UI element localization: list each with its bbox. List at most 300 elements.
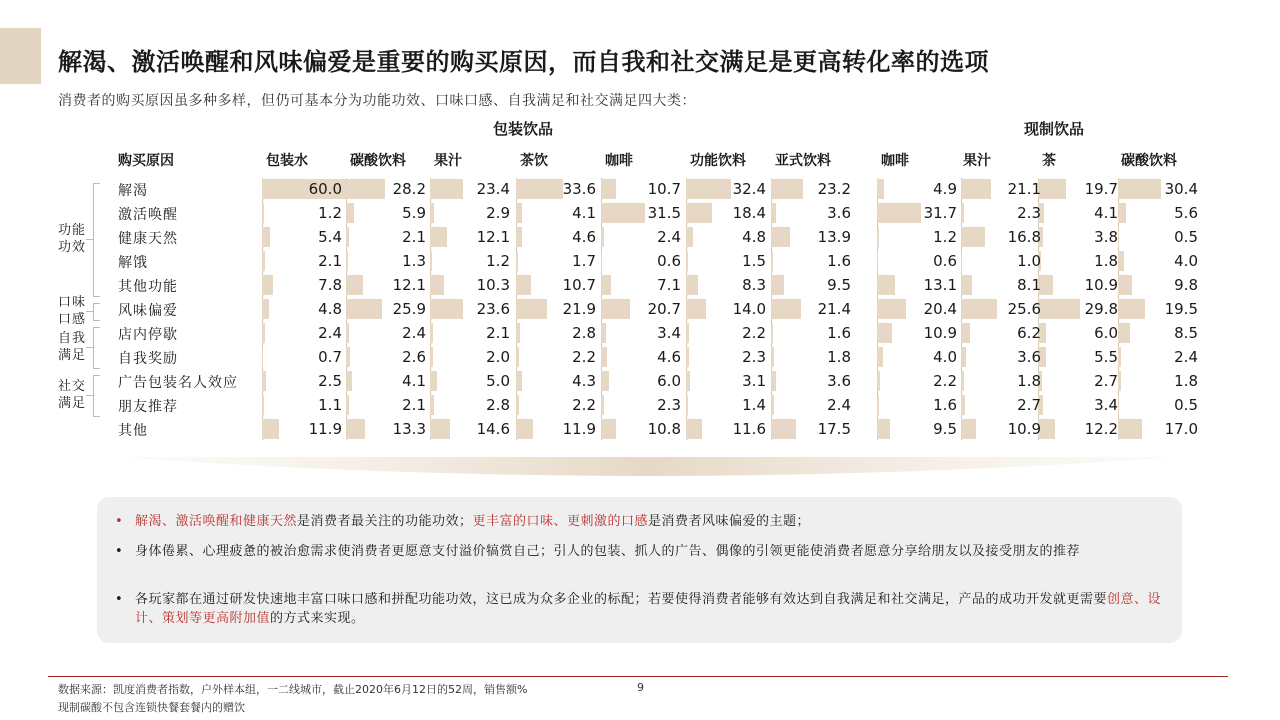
column-header: 包装水 [266, 153, 308, 169]
category-brace-tick [86, 239, 93, 240]
value-bar [686, 275, 698, 295]
cell-value: 14.6 [476, 420, 510, 438]
value-bar [961, 371, 964, 391]
value-bar [430, 371, 437, 391]
value-bar [262, 395, 264, 415]
cell-value: 2.1 [402, 228, 426, 246]
table-cell [516, 179, 600, 199]
cell-value: 10.3 [476, 276, 510, 294]
table-cell [516, 347, 600, 367]
value-bar [877, 323, 892, 343]
table-cell [686, 179, 770, 199]
cell-value: 1.0 [1017, 252, 1041, 270]
table-cell [346, 203, 430, 223]
value-bar [686, 395, 688, 415]
value-bar [262, 203, 264, 223]
table-cell [516, 395, 600, 415]
column-header: 茶 [1042, 153, 1056, 169]
reason-label: 风味偏爱 [118, 303, 178, 319]
value-bar [771, 323, 773, 343]
value-bar [1118, 203, 1126, 223]
value-bar [516, 419, 533, 439]
table-cell [961, 203, 1045, 223]
table-cell [516, 323, 600, 343]
table-cell [601, 395, 685, 415]
cell-value: 5.6 [1174, 204, 1198, 222]
value-bar [430, 179, 463, 199]
reason-header: 购买原因 [118, 153, 174, 169]
cell-value: 13.3 [392, 420, 426, 438]
cell-value: 11.9 [308, 420, 342, 438]
value-bar [771, 395, 774, 415]
table-cell [262, 419, 346, 439]
cell-value: 2.2 [742, 324, 766, 342]
cell-value: 10.9 [923, 324, 957, 342]
cell-value: 31.5 [647, 204, 681, 222]
cell-value: 2.8 [572, 324, 596, 342]
table-cell [961, 371, 1045, 391]
value-bar [686, 347, 689, 367]
cell-value: 2.4 [657, 228, 681, 246]
category-brace-tick [86, 395, 93, 396]
cell-value: 19.7 [1084, 180, 1118, 198]
cell-value: 9.5 [827, 276, 851, 294]
bullet-text: 身体倦累、心理疲惫的被治愈需求使消费者更愿意支付溢价犒赏自己；引人的包装、抓人的广告、偶像的引领更能使消费者愿意分享给朋友以及接受朋友的推荐 [135, 544, 1081, 559]
value-bar [430, 203, 434, 223]
cell-value: 7.1 [657, 276, 681, 294]
table-cell [877, 179, 961, 199]
category-brace [93, 303, 100, 321]
cell-value: 19.5 [1164, 300, 1198, 318]
reason-label: 广告包装名人效应 [118, 375, 238, 391]
cell-value: 11.9 [562, 420, 596, 438]
value-bar [601, 203, 645, 223]
table-cell [346, 395, 430, 415]
value-bar [1118, 419, 1142, 439]
table-cell [961, 227, 1045, 247]
table-cell [430, 299, 514, 319]
value-bar [1118, 371, 1121, 391]
cell-value: 2.7 [1017, 396, 1041, 414]
table-cell [516, 227, 600, 247]
value-bar [516, 395, 519, 415]
value-bar [771, 227, 790, 247]
table-cell [1118, 371, 1202, 391]
cell-value: 1.2 [933, 228, 957, 246]
table-cell [516, 371, 600, 391]
cell-value: 2.3 [657, 396, 681, 414]
table-cell [877, 371, 961, 391]
cell-value: 17.0 [1164, 420, 1198, 438]
cell-value: 11.6 [732, 420, 766, 438]
table-cell [1038, 419, 1122, 439]
category-brace [93, 183, 100, 297]
value-bar [961, 251, 962, 271]
table-cell [262, 251, 346, 271]
column-header: 果汁 [434, 153, 462, 169]
cell-value: 2.4 [402, 324, 426, 342]
table-cell [1038, 371, 1122, 391]
value-bar [262, 419, 279, 439]
value-bar [262, 227, 270, 247]
value-bar [262, 299, 269, 319]
value-bar [877, 179, 884, 199]
finding-bullet [135, 590, 1165, 628]
value-bar [516, 299, 547, 319]
cell-value: 0.6 [933, 252, 957, 270]
cell-value: 20.4 [923, 300, 957, 318]
table-cell [771, 251, 855, 271]
value-bar [686, 323, 689, 343]
value-bar [262, 347, 263, 367]
footnote: 现制碳酸不包含连锁快餐套餐内的赠饮 [58, 701, 245, 714]
table-cell [430, 179, 514, 199]
cell-value: 2.2 [933, 372, 957, 390]
cell-value: 5.4 [318, 228, 342, 246]
table-cell [430, 419, 514, 439]
cell-value: 1.8 [1017, 372, 1041, 390]
table-cell [516, 419, 600, 439]
page-number: 9 [637, 681, 644, 694]
cell-value: 32.4 [732, 180, 766, 198]
value-bar [516, 347, 519, 367]
value-bar [877, 251, 878, 271]
cell-value: 1.8 [1094, 252, 1118, 270]
cell-value: 10.7 [562, 276, 596, 294]
table-cell [601, 299, 685, 319]
value-bar [346, 251, 348, 271]
cell-value: 2.4 [827, 396, 851, 414]
value-bar [516, 203, 522, 223]
table-cell [961, 323, 1045, 343]
table-cell [601, 251, 685, 271]
bullet-text: 是消费者风味偏爱的主题； [648, 514, 811, 529]
value-bar [877, 371, 880, 391]
table-cell [601, 275, 685, 295]
column-header: 咖啡 [881, 153, 909, 169]
cell-value: 25.6 [1007, 300, 1041, 318]
cell-value: 4.6 [572, 228, 596, 246]
cell-value: 1.8 [1174, 372, 1198, 390]
value-bar [430, 395, 434, 415]
table-cell [877, 227, 961, 247]
table-cell [686, 419, 770, 439]
cell-value: 1.6 [827, 324, 851, 342]
table-cell [430, 251, 514, 271]
reason-label: 其他 [118, 423, 148, 439]
value-bar [771, 347, 774, 367]
value-bar [346, 275, 363, 295]
value-bar [1118, 251, 1124, 271]
cell-value: 2.1 [318, 252, 342, 270]
value-bar [1118, 323, 1130, 343]
value-bar [961, 395, 965, 415]
value-bar [686, 179, 731, 199]
table-cell [686, 395, 770, 415]
cell-value: 2.7 [1094, 372, 1118, 390]
category-brace-tick [86, 347, 93, 348]
bullet-marker: • [115, 514, 123, 529]
value-bar [601, 299, 630, 319]
table-cell [601, 347, 685, 367]
value-bar [262, 323, 265, 343]
value-bar [771, 371, 776, 391]
bullet-text: 各玩家都在通过研发快速地丰富口味口感和拼配功能功效，这已成为众多企业的标配；若要使得消费者能够有效达到自我满足和社交满足，产品的成功开发就更需要 [135, 592, 1108, 607]
value-bar [877, 275, 895, 295]
value-bar [877, 419, 890, 439]
section-divider [118, 455, 1178, 489]
cell-value: 13.1 [923, 276, 957, 294]
cell-value: 4.9 [933, 180, 957, 198]
value-bar [262, 371, 266, 391]
column-header: 果汁 [963, 153, 991, 169]
reason-label: 店内停歇 [118, 327, 178, 343]
value-bar [1038, 179, 1066, 199]
cell-value: 2.6 [402, 348, 426, 366]
category-brace [93, 327, 100, 369]
table-cell [262, 275, 346, 295]
column-header: 功能饮料 [690, 153, 746, 169]
cell-value: 9.5 [933, 420, 957, 438]
cell-value: 2.0 [486, 348, 510, 366]
cell-value: 3.4 [657, 324, 681, 342]
table-cell [601, 371, 685, 391]
page-subtitle: 消费者的购买原因虽多种多样，但仍可基本分为功能功效、口味口感、自我满足和社交满足四大类： [58, 93, 696, 109]
highlighted-text: 创意、设计、策划等更高附加值 [135, 592, 1162, 626]
cell-value: 1.6 [827, 252, 851, 270]
table-cell [346, 371, 430, 391]
value-bar [686, 227, 693, 247]
table-cell [771, 371, 855, 391]
value-bar [1118, 395, 1119, 415]
finding-bullet [135, 512, 1165, 531]
table-cell [686, 227, 770, 247]
table-cell [686, 251, 770, 271]
table-cell [1118, 419, 1202, 439]
table-cell [1038, 179, 1122, 199]
table-cell [961, 251, 1045, 271]
table-cell [877, 275, 961, 295]
value-bar [771, 203, 776, 223]
table-cell [1118, 323, 1202, 343]
cell-value: 3.6 [1017, 348, 1041, 366]
value-bar [961, 419, 976, 439]
column-header: 碳酸饮料 [350, 153, 406, 169]
value-bar [346, 371, 352, 391]
cell-value: 21.1 [1007, 180, 1041, 198]
cell-value: 1.7 [572, 252, 596, 270]
table-cell [1118, 395, 1202, 415]
value-bar [430, 299, 463, 319]
value-bar [686, 251, 688, 271]
table-cell [771, 419, 855, 439]
table-cell [686, 299, 770, 319]
table-cell [877, 251, 961, 271]
cell-value: 2.5 [318, 372, 342, 390]
table-cell [877, 395, 961, 415]
table-cell [601, 179, 685, 199]
bullet-text: 的方式来实现。 [270, 611, 365, 626]
cell-value: 2.8 [486, 396, 510, 414]
cell-value: 3.6 [827, 204, 851, 222]
cell-value: 0.7 [318, 348, 342, 366]
value-bar [262, 251, 265, 271]
table-cell [1118, 179, 1202, 199]
value-bar [771, 179, 803, 199]
finding-bullet [135, 542, 1165, 561]
table-cell [1118, 275, 1202, 295]
value-bar [686, 203, 712, 223]
table-cell [601, 227, 685, 247]
cell-value: 8.3 [742, 276, 766, 294]
value-bar [1118, 275, 1132, 295]
table-cell [430, 323, 514, 343]
value-bar [877, 347, 883, 367]
value-bar [961, 203, 964, 223]
cell-value: 2.3 [742, 348, 766, 366]
footer-line [48, 676, 1228, 677]
category-label: 口味 口感 [58, 295, 87, 327]
cell-value: 2.1 [486, 324, 510, 342]
table-cell [516, 251, 600, 271]
table-cell [1118, 347, 1202, 367]
table-cell [961, 347, 1045, 367]
value-bar [877, 227, 879, 247]
title-accent-block [0, 28, 41, 84]
value-bar [346, 395, 349, 415]
value-bar [961, 323, 970, 343]
value-bar [961, 179, 991, 199]
cell-value: 1.6 [933, 396, 957, 414]
cell-value: 2.3 [1017, 204, 1041, 222]
cell-value: 4.0 [933, 348, 957, 366]
table-cell [771, 347, 855, 367]
table-cell [516, 275, 600, 295]
value-bar [516, 275, 531, 295]
table-cell [430, 371, 514, 391]
cell-value: 4.1 [402, 372, 426, 390]
cell-value: 33.6 [562, 180, 596, 198]
table-cell [961, 299, 1045, 319]
cell-value: 3.6 [827, 372, 851, 390]
value-bar [430, 347, 433, 367]
page-title: 解渴、激活唤醒和风味偏爱是重要的购买原因，而自我和社交满足是更高转化率的选项 [58, 48, 989, 76]
value-bar [346, 179, 385, 199]
table-cell [516, 299, 600, 319]
cell-value: 1.8 [827, 348, 851, 366]
value-bar [346, 203, 354, 223]
cell-value: 5.0 [486, 372, 510, 390]
value-bar [430, 275, 444, 295]
value-bar [601, 251, 602, 271]
table-cell [430, 275, 514, 295]
table-cell [346, 179, 430, 199]
cell-value: 0.5 [1174, 228, 1198, 246]
bullet-text: 是消费者最关注的功能功效； [297, 514, 473, 529]
table-cell [1118, 251, 1202, 271]
cell-value: 2.4 [318, 324, 342, 342]
value-bar [346, 299, 382, 319]
cell-value: 1.2 [486, 252, 510, 270]
highlighted-text: 更丰富的口味、更刺激的口感 [472, 514, 649, 529]
value-bar [516, 179, 563, 199]
value-bar [877, 299, 906, 319]
value-bar [1118, 347, 1121, 367]
cell-value: 2.9 [486, 204, 510, 222]
cell-value: 1.1 [318, 396, 342, 414]
cell-value: 21.9 [562, 300, 596, 318]
column-header: 碳酸饮料 [1121, 153, 1177, 169]
reason-label: 解渴 [118, 183, 148, 199]
cell-value: 18.4 [732, 204, 766, 222]
table-cell [346, 275, 430, 295]
cell-value: 2.2 [572, 396, 596, 414]
cell-value: 3.4 [1094, 396, 1118, 414]
table-cell [346, 323, 430, 343]
table-cell [262, 395, 346, 415]
cell-value: 6.2 [1017, 324, 1041, 342]
cell-value: 14.0 [732, 300, 766, 318]
value-bar [771, 275, 784, 295]
table-cell [262, 323, 346, 343]
value-bar [771, 299, 801, 319]
table-cell [1038, 323, 1122, 343]
table-cell [686, 203, 770, 223]
cell-value: 23.4 [476, 180, 510, 198]
reason-label: 激活唤醒 [118, 207, 178, 223]
table-cell [771, 395, 855, 415]
table-cell [1038, 227, 1122, 247]
value-bar [346, 347, 350, 367]
column-header: 咖啡 [605, 153, 633, 169]
cell-value: 21.4 [817, 300, 851, 318]
reason-label: 自我奖励 [118, 351, 178, 367]
bullet-marker: • [115, 544, 123, 559]
table-cell [1038, 251, 1122, 271]
value-bar [430, 251, 432, 271]
table-cell [877, 299, 961, 319]
table-cell [1118, 299, 1202, 319]
cell-value: 0.5 [1174, 396, 1198, 414]
table-cell [961, 179, 1045, 199]
value-bar [1038, 299, 1080, 319]
cell-value: 25.9 [392, 300, 426, 318]
table-cell [1038, 203, 1122, 223]
table-cell [601, 323, 685, 343]
cell-value: 23.6 [476, 300, 510, 318]
table-cell [1118, 227, 1202, 247]
bullet-marker: • [115, 592, 123, 607]
table-cell [262, 227, 346, 247]
cell-value: 4.1 [1094, 204, 1118, 222]
value-bar [686, 299, 706, 319]
value-bar [601, 371, 609, 391]
cell-value: 29.8 [1084, 300, 1118, 318]
table-cell [771, 179, 855, 199]
cell-value: 17.5 [817, 420, 851, 438]
category-label: 功能 功效 [58, 223, 87, 255]
table-cell [601, 419, 685, 439]
table-cell [262, 371, 346, 391]
table-cell [430, 203, 514, 223]
reason-label: 健康天然 [118, 231, 178, 247]
table-cell [430, 227, 514, 247]
reason-label: 解饿 [118, 255, 148, 271]
table-cell [686, 323, 770, 343]
cell-value: 4.8 [742, 228, 766, 246]
cell-value: 2.1 [402, 396, 426, 414]
value-bar [961, 227, 985, 247]
